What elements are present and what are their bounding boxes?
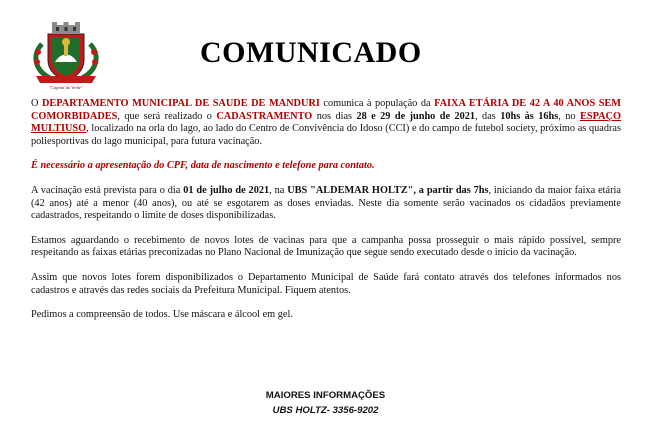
page-title: COMUNICADO: [200, 36, 422, 69]
paragraph-closing: Pedimos a compreensão de todos. Use máscara e álcool em gel.: [31, 309, 293, 321]
p1-text-e: , que será realizado o: [117, 110, 217, 122]
p1-age-group: FAIXA ETÁRIA DE 42 A 40 ANOS SEM COMORBIDADES: [31, 98, 622, 122]
spacer: [31, 297, 621, 309]
p1-registration: CADASTRAMENTO: [216, 110, 313, 122]
notice-body: [31, 98, 621, 322]
p1-venue: ESPAÇO MULTIUSO: [31, 110, 621, 135]
spacer: [31, 223, 621, 235]
footer-phone: UBS HOLTZ- 3356-9202: [272, 405, 379, 416]
p3-ubs: UBS "ALDEMAR HOLTZ": [287, 184, 414, 196]
p3-date: 01 de julho de 2021: [183, 184, 270, 196]
spacer: [31, 148, 621, 160]
p1-text-a: O: [31, 98, 42, 109]
p1-text-i: , das: [475, 110, 501, 122]
municipal-coat-of-arms-icon: [28, 22, 104, 86]
p1-text-g: nos dias: [312, 110, 357, 122]
p1-text-k: , no: [558, 110, 580, 122]
spacer: [31, 260, 621, 272]
spacer: [31, 173, 621, 185]
paragraph-contact: Assim que novos lotes forem disponibilizados o Departamento Municipal de Saúde fará contato através dos telefones informados nos cadastros e através das redes sociais da Prefeitura Municipal. Fiquem atentos.: [31, 271, 621, 296]
coat-of-arms: [28, 22, 104, 92]
paragraph-waiting: Estamos aguardando o recebimento de novos lotes de vacinas para que a campanha possa prosseguir o mais rápido possível, sempre respeitando as faixas etárias preconizadas no Plano Nacional de Imunização que segue sendo executado desde o início da vacinação.: [31, 234, 621, 259]
p3-text-a: A vacinação está prevista para o dia: [31, 184, 184, 196]
p1-text-c: comunica à população da: [319, 98, 435, 109]
paragraph-vaccination: [31, 185, 621, 223]
p1-text-m: , localizado na orla do lago, ao lado do Centro de Convivência do Idoso (CCI) e do campo de futebol society, próximo as quadras poliesportivas do lago municipal, para futura vacinação.: [31, 123, 621, 147]
p1-dates: 28 e 29 de junho de 2021: [356, 110, 476, 122]
crest-motto: "Capital da Verde": [48, 85, 84, 90]
footer-info-heading: MAIORES INFORMAÇÕES: [265, 390, 386, 401]
paragraph-registration: [31, 98, 621, 148]
p3-text-f: , iniciando da maior faixa etária (42 anos) até a menor (40 anos), ou até se esgotarem as doses enviadas. Neste dia somente serão vacinados os cidadãos previamente cadastrados, respeitando o limite de doses disponibilizadas.: [31, 184, 621, 222]
p3-text-c: , na: [269, 184, 288, 196]
p1-hours: 10hs às 16hs: [500, 110, 559, 122]
p1-department: DEPARTAMENTO MUNICIPAL DE SAUDE DE MANDURI: [41, 98, 320, 109]
paragraph-requirements: É necessário a apresentação do CPF, data de nascimento e telefone para contato.: [31, 160, 375, 172]
p3-start-time: , a partir das 7hs: [413, 184, 489, 196]
